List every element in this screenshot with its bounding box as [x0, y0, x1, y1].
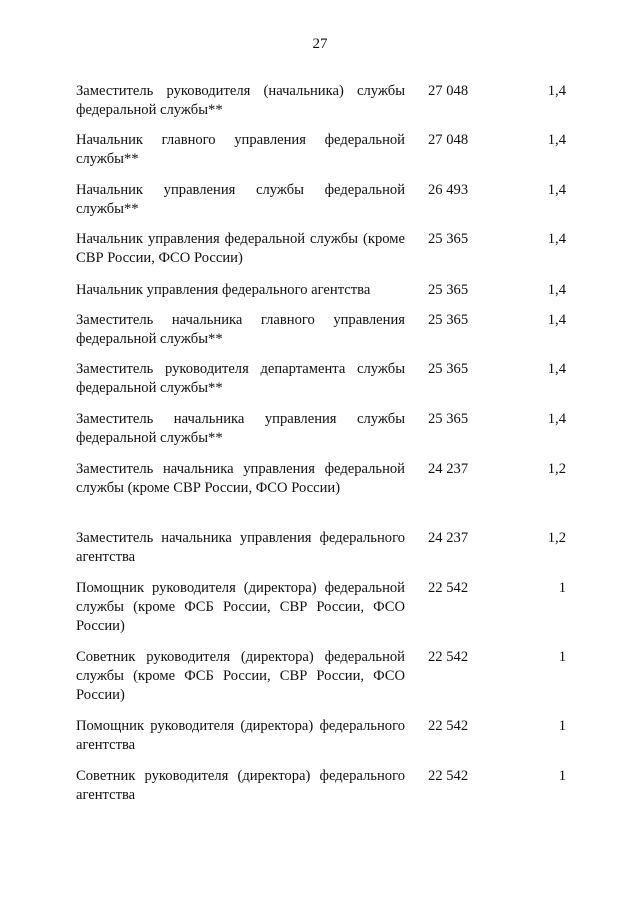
coefficient-value: 1,4 — [547, 132, 566, 148]
position-title: Начальник управления службы федеральной службы** — [76, 182, 405, 217]
salary-value: 27 048 — [428, 83, 469, 99]
coefficient-value: 1 — [558, 580, 566, 596]
position-title: Советник руководителя (директора) федеральной службы (кроме ФСБ России, СВР России, ФСО России) — [76, 649, 405, 703]
table-row — [76, 82, 566, 120]
coefficient-value: 1,4 — [547, 312, 566, 328]
coefficient-value: 1 — [558, 718, 566, 734]
position-title: Заместитель начальника управления службы федеральной службы** — [76, 411, 405, 446]
position-title: Заместитель руководителя (начальника) службы федеральной службы** — [76, 83, 405, 118]
coefficient-value: 1,4 — [547, 282, 566, 298]
coefficient-value: 1,4 — [547, 411, 566, 427]
salary-value: 25 365 — [428, 312, 469, 328]
salary-value: 25 365 — [428, 231, 469, 247]
position-title: Начальник управления федерального агентства — [76, 282, 371, 298]
position-title: Заместитель начальника управления федерального агентства — [76, 530, 405, 565]
table-row — [76, 410, 566, 448]
coefficient-value: 1,2 — [547, 461, 566, 477]
salary-value: 22 542 — [428, 649, 469, 665]
position-title: Советник руководителя (директора) федерального агентства — [76, 768, 405, 803]
coefficient-value: 1 — [558, 768, 566, 784]
table-row — [76, 460, 566, 498]
salary-value: 26 493 — [428, 182, 469, 198]
salary-value: 22 542 — [428, 718, 469, 734]
coefficient-value: 1,4 — [547, 83, 566, 99]
position-title: Помощник руководителя (директора) федеральной службы (кроме ФСБ России, СВР России, ФСО России) — [76, 580, 405, 634]
table-row — [76, 181, 566, 219]
salary-value: 25 365 — [428, 361, 469, 377]
table-row — [76, 281, 566, 300]
salary-value: 24 237 — [428, 461, 469, 477]
salary-value: 22 542 — [428, 580, 469, 596]
salary-value: 25 365 — [428, 411, 469, 427]
position-title: Начальник управления федеральной службы (кроме СВР России, ФСО России) — [76, 231, 405, 266]
table-row — [76, 717, 566, 755]
table-row — [76, 230, 566, 268]
table-row — [76, 131, 566, 169]
table-row — [76, 579, 566, 636]
coefficient-value: 1,4 — [547, 231, 566, 247]
salary-value: 24 237 — [428, 530, 469, 546]
table-row — [76, 648, 566, 705]
table-row — [76, 360, 566, 398]
position-title: Заместитель начальника главного управления федеральной службы** — [76, 312, 405, 347]
table-row — [76, 767, 566, 805]
salary-value: 27 048 — [428, 132, 469, 148]
coefficient-value: 1,2 — [547, 530, 566, 546]
coefficient-value: 1,4 — [547, 182, 566, 198]
position-title: Заместитель руководителя департамента службы федеральной службы** — [76, 361, 405, 396]
position-title: Помощник руководителя (директора) федерального агентства — [76, 718, 405, 753]
salary-value: 22 542 — [428, 768, 469, 784]
salary-value: 25 365 — [428, 282, 469, 298]
coefficient-value: 1 — [558, 649, 566, 665]
table-row — [76, 529, 566, 567]
coefficient-value: 1,4 — [547, 361, 566, 377]
position-title: Начальник главного управления федеральной службы** — [76, 132, 405, 167]
page-number: 27 — [312, 36, 328, 52]
position-title: Заместитель начальника управления федеральной службы (кроме СВР России, ФСО России) — [76, 461, 405, 496]
table-row — [76, 311, 566, 349]
